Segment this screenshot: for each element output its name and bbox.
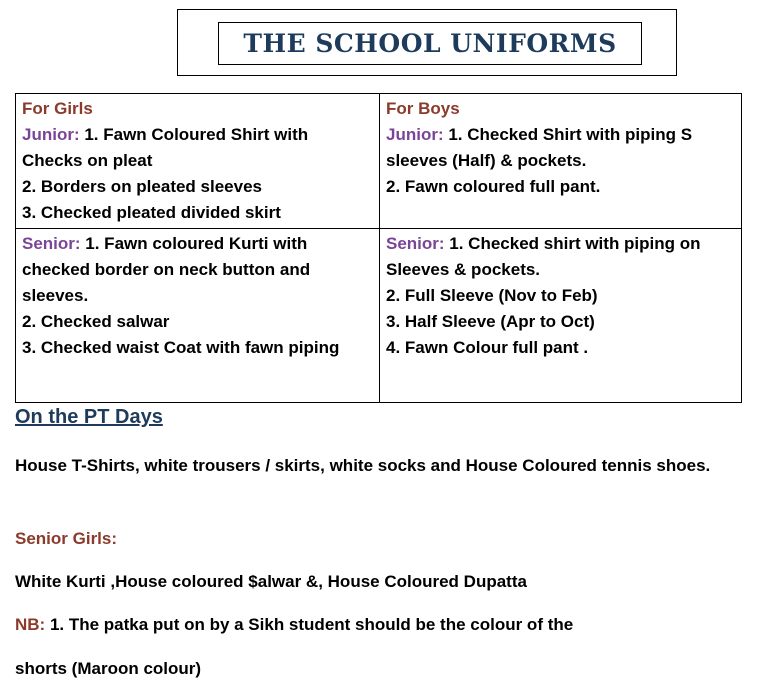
boys-header: For Boys xyxy=(386,99,460,118)
list-item xyxy=(22,122,373,148)
list-item xyxy=(22,231,373,257)
list-item-text: 1. Checked Shirt with piping S xyxy=(443,125,693,144)
senior-girls-text: White Kurti ,House coloured $alwar &, House Coloured Dupatta xyxy=(15,572,527,591)
table-row xyxy=(16,229,742,403)
list-item-text: 1. Checked shirt with piping on xyxy=(444,234,701,253)
list-item: checked border on neck button and xyxy=(22,260,311,279)
list-item: sleeves. xyxy=(22,286,89,305)
senior-girls-label: Senior Girls: xyxy=(15,529,118,548)
list-item: 2. Fawn coloured full pant. xyxy=(386,177,601,196)
list-item: 4. Fawn Colour full pant . xyxy=(386,338,589,357)
junior-label: Junior: xyxy=(386,125,444,144)
page-title: THE SCHOOL UNIFORMS xyxy=(218,22,642,65)
pt-days-text: House T-Shirts, white trousers / skirts, white socks and House Coloured tennis shoes. xyxy=(15,456,711,475)
list-item xyxy=(386,231,735,257)
senior-label: Senior: xyxy=(386,234,445,253)
girls-junior-cell xyxy=(16,94,380,229)
list-item: sleeves (Half) & pockets. xyxy=(386,151,587,170)
nb-note xyxy=(15,610,735,639)
list-item: Sleeves & pockets. xyxy=(386,260,541,279)
list-item: 3. Half Sleeve (Apr to Oct) xyxy=(386,312,595,331)
uniform-table xyxy=(15,93,742,403)
list-item: Checks on pleat xyxy=(22,151,153,170)
boys-junior-cell xyxy=(380,94,742,229)
table-row xyxy=(16,94,742,229)
girls-header: For Girls xyxy=(22,99,93,118)
pt-days-heading: On the PT Days xyxy=(15,406,163,428)
girls-senior-cell xyxy=(16,229,380,403)
senior-label: Senior: xyxy=(22,234,81,253)
list-item-text: 1. Fawn Coloured Shirt with xyxy=(79,125,309,144)
list-item: 2. Borders on pleated sleeves xyxy=(22,177,262,196)
title-frame xyxy=(177,9,677,76)
boys-senior-cell xyxy=(380,229,742,403)
junior-label: Junior: xyxy=(22,125,80,144)
nb-label: NB: xyxy=(15,615,46,634)
nb-note-continued: shorts (Maroon colour) xyxy=(15,659,202,678)
list-item: 3. Checked pleated divided skirt xyxy=(22,203,281,222)
list-item: 2. Full Sleeve (Nov to Feb) xyxy=(386,286,598,305)
nb-text: 1. The patka put on by a Sikh student should be the colour of the xyxy=(45,615,574,634)
list-item xyxy=(386,122,735,148)
list-item: 2. Checked salwar xyxy=(22,312,170,331)
list-item-text: 1. Fawn coloured Kurti with xyxy=(80,234,308,253)
list-item: 3. Checked waist Coat with fawn piping xyxy=(22,338,340,357)
